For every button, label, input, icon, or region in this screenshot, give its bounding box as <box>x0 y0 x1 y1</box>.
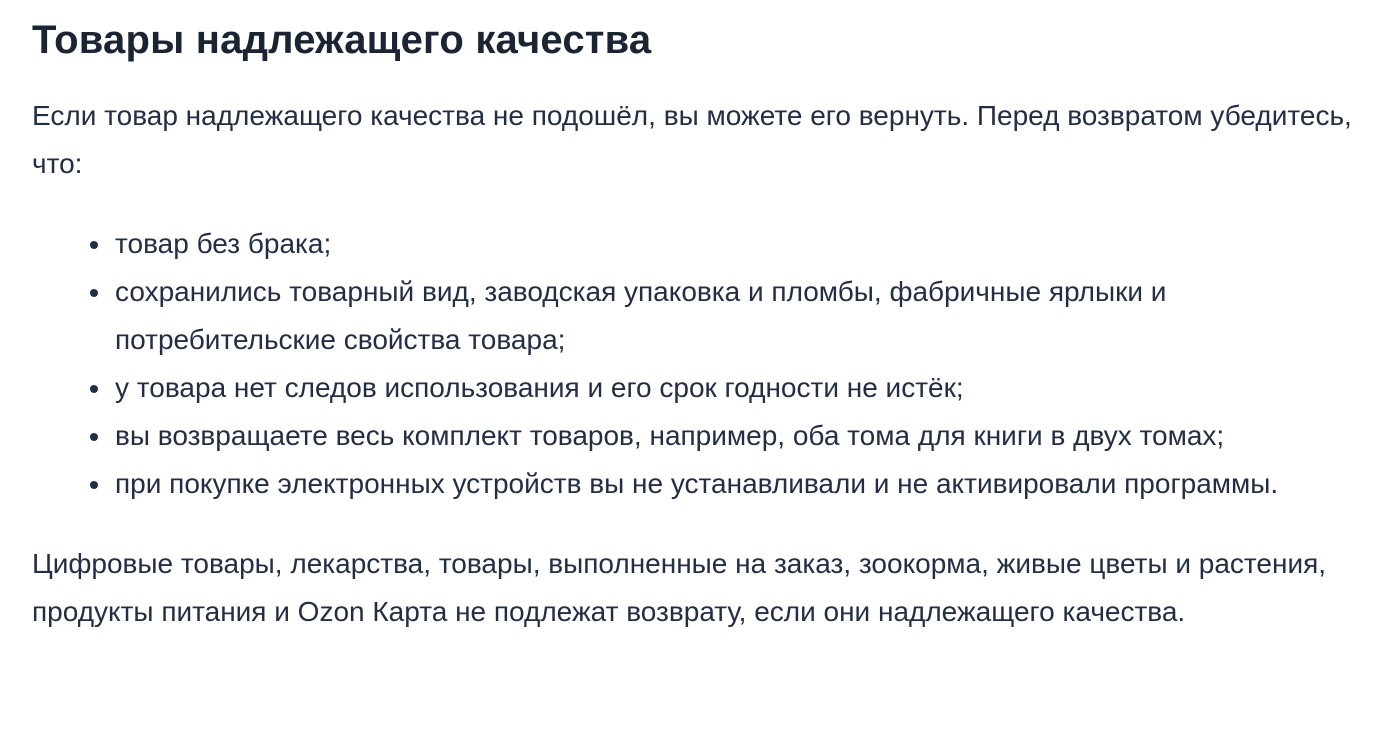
list-item-no-usage-traces: • у товара нет следов использования и его срок годности не истёк; <box>113 364 1354 412</box>
list-item-no-software-activation: • при покупке электронных устройств вы не устанавливали и не активировали программы. <box>113 460 1354 508</box>
list-item-no-defects: • товар без брака; <box>113 220 1354 268</box>
list-item-original-packaging: • сохранились товарный вид, заводская упаковка и пломбы, фабричные ярлыки и потребительские свойства товара; <box>113 268 1354 364</box>
non-returnable-note-paragraph: Цифровые товары, лекарства, товары, выполненные на заказ, зоокорма, живые цветы и растения, продукты питания и Ozon Карта не подлежат возврату, если они надлежащего качества. <box>32 548 1327 627</box>
list-item-full-set: • вы возвращаете весь комплект товаров, например, оба тома для книги в двух томах; <box>113 412 1354 460</box>
intro-paragraph: Если товар надлежащего качества не подошёл, вы можете его вернуть. Перед возвратом убедитесь, что: <box>32 100 1352 179</box>
page-title: Товары надлежащего качества <box>32 18 652 62</box>
return-conditions-list <box>32 220 1354 508</box>
